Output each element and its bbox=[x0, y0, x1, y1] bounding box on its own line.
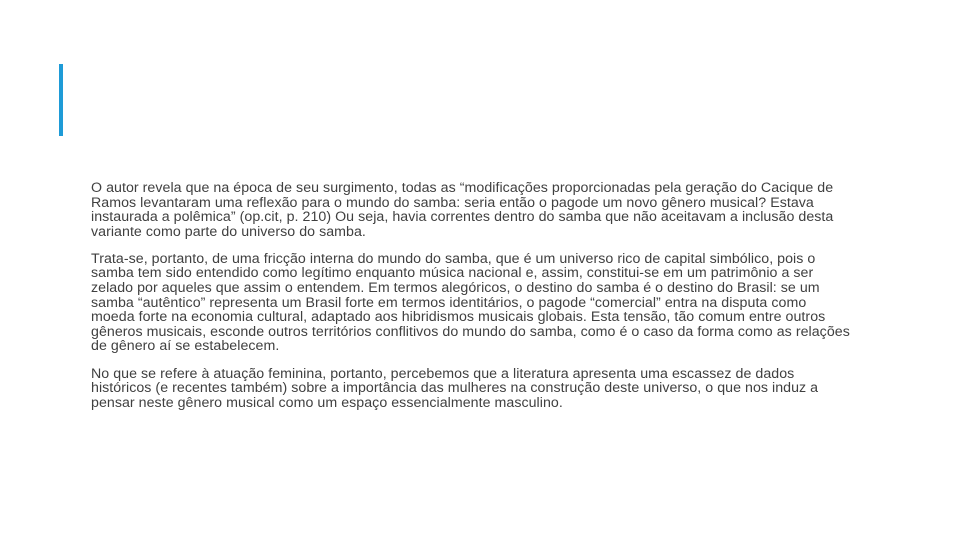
accent-bar bbox=[59, 64, 63, 136]
paragraph-1: O autor revela que na época de seu surgimento, todas as “modificações proporcionadas pela geração do Cacique de Ramos levantaram uma reflexão para o mundo do samba: seria então o pagode um novo gênero musical? Estava instaurada a polêmica” (op.cit, p. 210) Ou seja, havia correntes dentro do samba que não aceitavam a inclusão desta variante como parte do universo do samba. bbox=[91, 180, 834, 240]
body-text bbox=[91, 181, 851, 423]
paragraph-2: Trata-se, portanto, de uma fricção interna do mundo do samba, que é um universo rico de capital simbólico, pois o samba tem sido entendido como legítimo enquanto música nacional e, assim, constitui-se em um patrimônio a ser zelado por aqueles que assim o entendem. Em termos alegóricos, o destino do samba é o destino do Brasil: se um samba “autêntico” representa um Brasil forte em termos identitários, o pagode “comercial” entra na disputa como moeda forte na economia cultural, adaptado aos hibridismos musicais globais. Esta tensão, tão comum entre outros gêneros musicais, esconde outros territórios conflitivos do mundo do samba, como é o caso da forma como as relações de gênero aí se estabelecem. bbox=[91, 250, 850, 355]
paragraph-3: No que se refere à atuação feminina, portanto, percebemos que a literatura apresenta uma escassez de dados históricos (e recentes também) sobre a importância das mulheres na construção deste universo, o que nos induz a pensar neste gênero musical como um espaço essencialmente masculino. bbox=[91, 365, 819, 411]
